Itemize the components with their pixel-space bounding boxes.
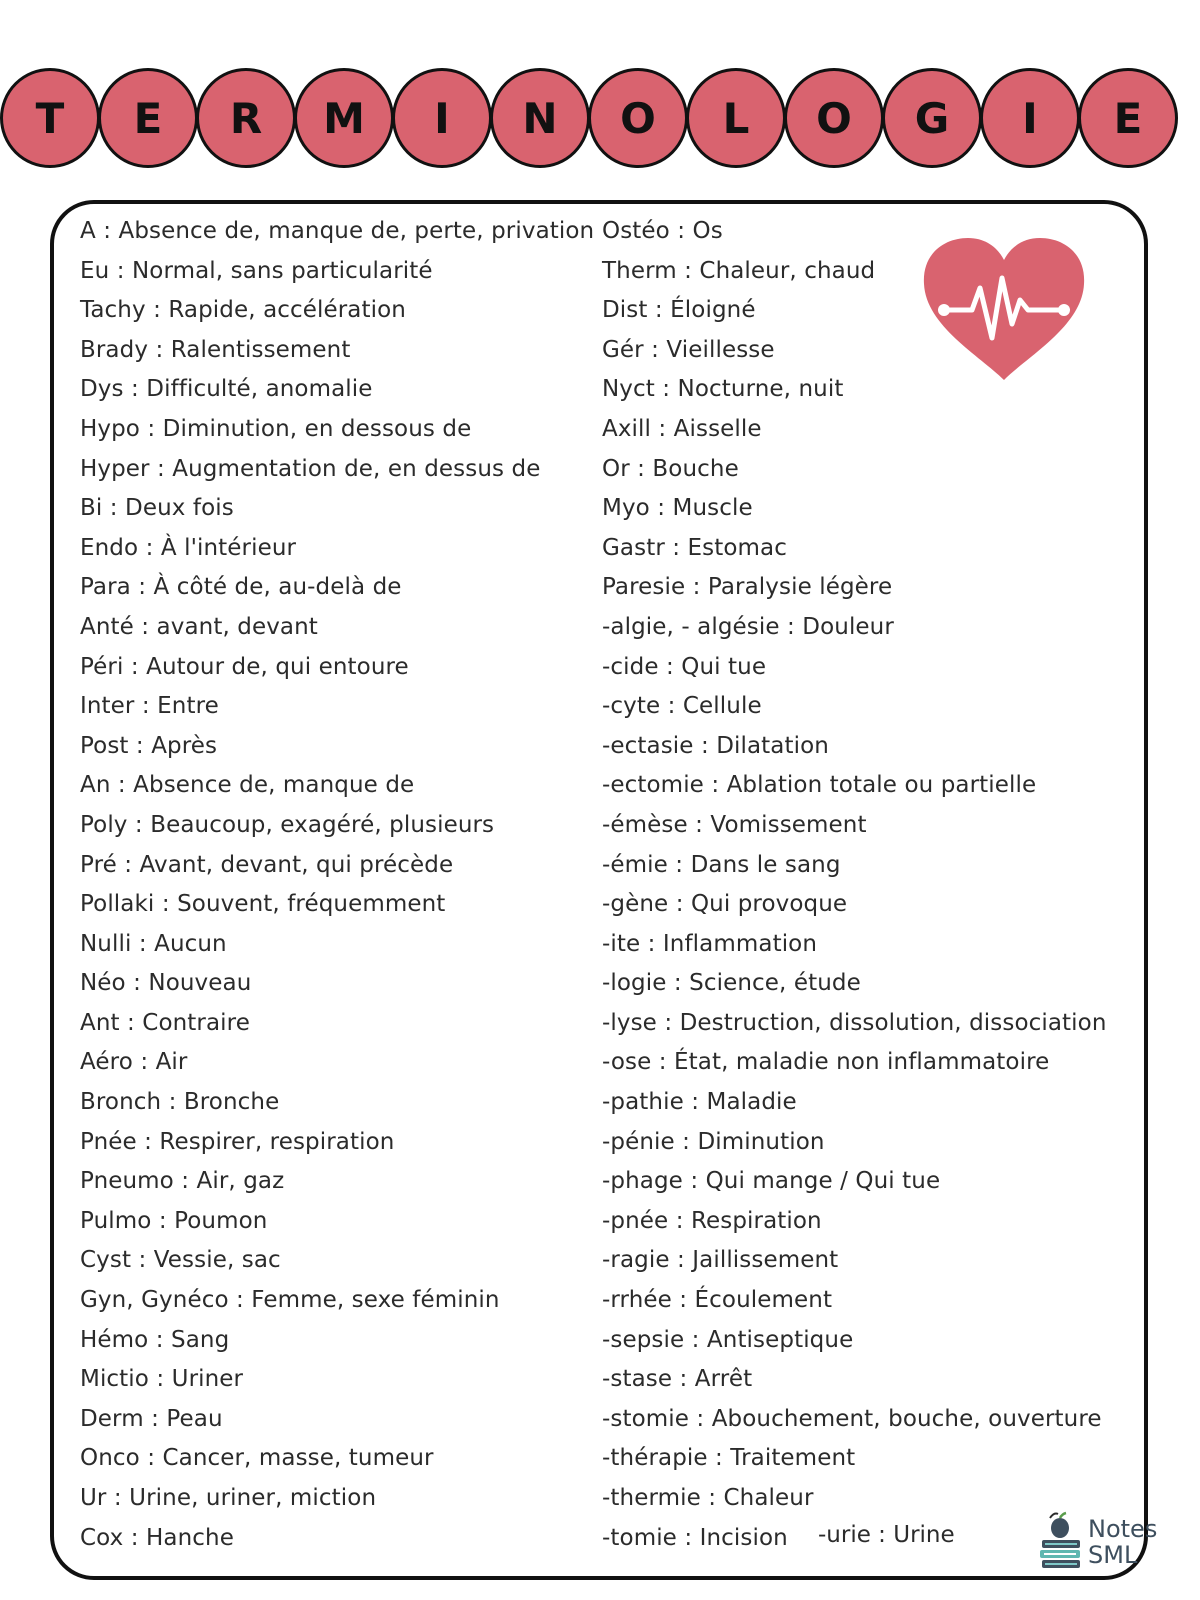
term-item: Pneumo : Air, gaz (80, 1168, 285, 1195)
title-letter: T (0, 68, 100, 168)
term-item: Mictio : Uriner (80, 1366, 244, 1393)
term-item: -stase : Arrêt (602, 1366, 753, 1393)
term-item: -ectasie : Dilatation (602, 732, 829, 759)
term-item: Ostéo : Os (602, 218, 723, 244)
term-item: -tomie : Incision (602, 1524, 788, 1551)
title-letter: E (98, 68, 198, 168)
term-item: Para : À côté de, au-delà de (80, 574, 402, 601)
term-item: Pré : Avant, devant, qui précède (80, 851, 454, 878)
term-item: Tachy : Rapide, accélération (80, 297, 406, 324)
term-item: Brady : Ralentissement (80, 336, 351, 363)
term-item: -ragie : Jaillissement (602, 1247, 839, 1274)
term-item: Dist : Éloigné (602, 297, 756, 324)
term-item: -phage : Qui mange / Qui tue (602, 1168, 941, 1195)
term-item: -gène : Qui provoque (602, 891, 848, 918)
term-item: Gyn, Gynéco : Femme, sexe féminin (80, 1287, 500, 1314)
term-item: Néo : Nouveau (80, 970, 252, 997)
left-term-list (80, 212, 595, 1558)
term-item: Pulmo : Poumon (80, 1207, 268, 1234)
term-item: -rrhée : Écoulement (602, 1287, 833, 1314)
heartbeat-dot-right (1058, 304, 1070, 316)
term-item: Ant : Contraire (80, 1009, 250, 1036)
term-item: -algie, - algésie : Douleur (602, 613, 894, 640)
notes-sml-logo (1036, 1510, 1176, 1572)
term-item: Péri : Autour de, qui entoure (80, 653, 409, 680)
term-item: -urie : Urine (818, 1522, 955, 1548)
term-item: Pnée : Respirer, respiration (80, 1128, 395, 1155)
term-item: -ectomie : Ablation totale ou partielle (602, 772, 1037, 799)
term-item: -ite : Inflammation (602, 930, 818, 957)
term-item: Nyct : Nocturne, nuit (602, 376, 844, 403)
term-item: -logie : Science, étude (602, 970, 861, 997)
title-letter: O (588, 68, 688, 168)
apple-books-icon (1036, 1510, 1084, 1572)
term-item: -cide : Qui tue (602, 653, 767, 680)
term-item: Endo : À l'intérieur (80, 534, 297, 561)
term-item: Hémo : Sang (80, 1326, 230, 1353)
title-letter: N (490, 68, 590, 168)
logo-line-notes: Notes (1088, 1515, 1158, 1543)
right-term-list (602, 212, 1122, 1558)
term-item: Anté : avant, devant (80, 613, 318, 640)
title-letter: L (686, 68, 786, 168)
term-item: Cyst : Vessie, sac (80, 1247, 281, 1274)
term-item: Bronch : Bronche (80, 1089, 280, 1116)
term-item: Onco : Cancer, masse, tumeur (80, 1445, 434, 1472)
term-item: -lyse : Destruction, dissolution, dissociation (602, 1009, 1107, 1036)
title-letter: R (196, 68, 296, 168)
term-item: Gér : Vieillesse (602, 336, 775, 363)
term-item: Nulli : Aucun (80, 930, 227, 957)
title-letter: E (1078, 68, 1178, 168)
heart-heartbeat-icon (920, 238, 1088, 384)
term-item: A : Absence de, manque de, perte, privation (80, 218, 595, 244)
term-item: -thérapie : Traitement (602, 1445, 856, 1472)
term-item: -thermie : Chaleur (602, 1485, 814, 1511)
title-letter: O (784, 68, 884, 168)
term-item: -stomie : Abouchement, bouche, ouverture (602, 1405, 1102, 1432)
term-item: Bi : Deux fois (80, 495, 234, 522)
term-item: Therm : Chaleur, chaud (602, 257, 876, 284)
term-item: -émie : Dans le sang (602, 851, 841, 878)
term-item: Or : Bouche (602, 455, 739, 482)
term-item: Post : Après (80, 732, 218, 759)
term-item: -ose : État, maladie non inflammatoire (602, 1049, 1050, 1076)
term-item: Cox : Hanche (80, 1524, 234, 1551)
term-item: Myo : Muscle (602, 495, 753, 522)
term-item: Inter : Entre (80, 693, 219, 720)
term-item: -sepsie : Antiseptique (602, 1326, 854, 1353)
term-item: Hyper : Augmentation de, en dessus de (80, 455, 541, 482)
term-item: Gastr : Estomac (602, 534, 787, 561)
term-item: Axill : Aisselle (602, 415, 762, 442)
term-item: -cyte : Cellule (602, 693, 762, 720)
logo-line-sml: SML (1088, 1541, 1138, 1569)
title-letter: G (882, 68, 982, 168)
title-letter: I (392, 68, 492, 168)
term-item: Paresie : Paralysie légère (602, 574, 893, 601)
title-letter: M (294, 68, 394, 168)
term-item: An : Absence de, manque de (80, 772, 415, 799)
term-item: Eu : Normal, sans particularité (80, 257, 433, 284)
term-item: Aéro : Air (80, 1049, 188, 1076)
term-item: -pnée : Respiration (602, 1207, 822, 1234)
heartbeat-dot-left (938, 304, 950, 316)
term-item: -pénie : Diminution (602, 1128, 825, 1155)
term-item: Derm : Peau (80, 1405, 223, 1432)
term-item: Dys : Difficulté, anomalie (80, 376, 373, 403)
term-item: Hypo : Diminution, en dessous de (80, 415, 472, 442)
term-item: Poly : Beaucoup, exagéré, plusieurs (80, 811, 495, 838)
term-item: Ur : Urine, uriner, miction (80, 1485, 377, 1511)
term-item: -pathie : Maladie (602, 1089, 797, 1116)
title-banner (0, 68, 1200, 172)
term-item: Pollaki : Souvent, fréquemment (80, 891, 446, 918)
term-item: -émèse : Vomissement (602, 811, 867, 838)
title-letter: I (980, 68, 1080, 168)
